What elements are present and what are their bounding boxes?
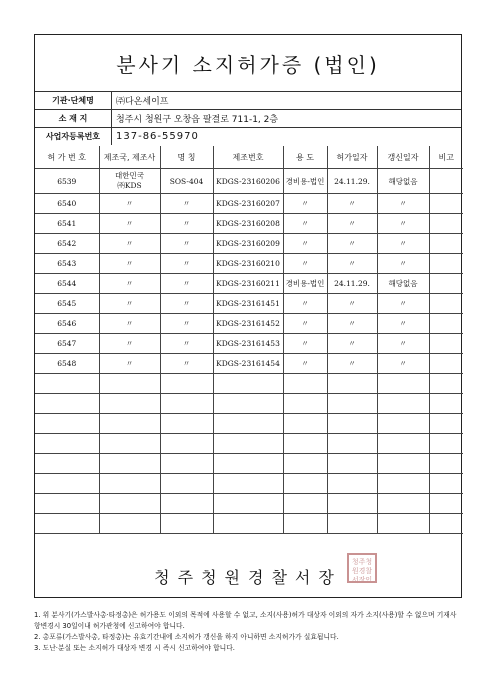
empty-cell — [283, 414, 327, 434]
device-name: 〃 — [160, 274, 213, 294]
permit-date: 〃 — [327, 194, 377, 214]
use: 경비용-법인 — [283, 169, 327, 194]
permit-date: 〃 — [327, 314, 377, 334]
empty-cell — [160, 414, 213, 434]
empty-cell — [283, 474, 327, 494]
empty-cell — [160, 454, 213, 474]
note-item: 2. 총포류(가스발사총, 타정총)는 유효기간내에 소지허가 갱신을 하지 아니하면 소지허가가 실효됩니다. — [34, 633, 339, 641]
maker-country: 대한민국 — [115, 171, 144, 180]
info-row-organization — [35, 92, 461, 110]
header-permit-date: 허가일자 — [327, 146, 377, 169]
empty-cell — [99, 474, 160, 494]
permit-number: 6543 — [35, 254, 99, 274]
empty-cell — [429, 394, 463, 414]
table-row — [35, 274, 463, 294]
maker: 〃 — [99, 214, 160, 234]
use: 〃 — [283, 314, 327, 334]
use: 경비용-법인 — [283, 274, 327, 294]
empty-cell — [35, 454, 99, 474]
permit-document — [34, 34, 462, 598]
header-renew-date: 갱신일자 — [377, 146, 429, 169]
table-body — [35, 169, 463, 534]
maker: 〃 — [99, 354, 160, 374]
serial-number: KDGS-23160210 — [213, 254, 283, 274]
permit-date: 24.11.29. — [327, 274, 377, 294]
use: 〃 — [283, 234, 327, 254]
use: 〃 — [283, 334, 327, 354]
empty-cell — [213, 434, 283, 454]
empty-cell — [327, 434, 377, 454]
empty-cell — [99, 494, 160, 514]
empty-cell — [35, 474, 99, 494]
empty-cell — [213, 494, 283, 514]
empty-cell — [160, 394, 213, 414]
permit-number: 6540 — [35, 194, 99, 214]
empty-cell — [99, 394, 160, 414]
use: 〃 — [283, 294, 327, 314]
note-item: 3. 도난·분실 또는 소지허가 대상자 변경 시 즉시 신고하여야 합니다. — [34, 644, 235, 652]
use: 〃 — [283, 194, 327, 214]
empty-cell — [99, 414, 160, 434]
permit-table — [35, 146, 463, 534]
renew-date: 해당없음 — [377, 169, 429, 194]
maker — [99, 169, 160, 194]
device-name: SOS-404 — [160, 169, 213, 194]
empty-cell — [99, 374, 160, 394]
info-row-business-number — [35, 128, 461, 146]
header-name: 명 칭 — [160, 146, 213, 169]
empty-row — [35, 434, 463, 454]
empty-cell — [99, 434, 160, 454]
permit-number: 6546 — [35, 314, 99, 334]
empty-cell — [160, 474, 213, 494]
empty-cell — [35, 494, 99, 514]
empty-cell — [35, 394, 99, 414]
empty-row — [35, 374, 463, 394]
table-row — [35, 294, 463, 314]
empty-cell — [429, 474, 463, 494]
empty-cell — [327, 494, 377, 514]
serial-number: KDGS-23160206 — [213, 169, 283, 194]
seal-text-line: 원경찰 — [351, 567, 373, 575]
renew-date: 〃 — [377, 234, 429, 254]
table-row — [35, 314, 463, 334]
empty-cell — [213, 394, 283, 414]
empty-cell — [213, 474, 283, 494]
note — [429, 294, 463, 314]
header-permit-number: 허 가 번 호 — [35, 146, 99, 169]
empty-cell — [377, 434, 429, 454]
note — [429, 234, 463, 254]
serial-number: KDGS-23160211 — [213, 274, 283, 294]
address: 청주시 청원구 오창읍 팔결로 711-1, 2층 — [112, 110, 462, 128]
renew-date: 〃 — [377, 354, 429, 374]
renew-date: 〃 — [377, 254, 429, 274]
empty-cell — [327, 374, 377, 394]
use: 〃 — [283, 354, 327, 374]
table-row — [35, 234, 463, 254]
empty-cell — [429, 414, 463, 434]
empty-cell — [160, 494, 213, 514]
permit-number: 6541 — [35, 214, 99, 234]
note-item: 1. 위 분사기(가스발사총·타정총)은 허가용도 이외의 목적에 사용할 수 없고, 소지(사용)허가 대상자 이외의 자가 소지(사용)할 수 없으며 기재사항변경시 30일이내 허가관청에 신고하여야 합니다. — [34, 611, 457, 630]
serial-number: KDGS-23160208 — [213, 214, 283, 234]
note — [429, 334, 463, 354]
table-header-row — [35, 146, 463, 169]
permit-date: 〃 — [327, 254, 377, 274]
maker: 〃 — [99, 294, 160, 314]
serial-number: KDGS-23160209 — [213, 234, 283, 254]
empty-row — [35, 514, 463, 534]
empty-cell — [283, 494, 327, 514]
info-row-address — [35, 110, 461, 128]
empty-cell — [429, 374, 463, 394]
empty-cell — [99, 454, 160, 474]
renew-date: 해당없음 — [377, 274, 429, 294]
use: 〃 — [283, 254, 327, 274]
empty-cell — [283, 454, 327, 474]
empty-row — [35, 474, 463, 494]
permit-number: 6548 — [35, 354, 99, 374]
empty-cell — [377, 414, 429, 434]
renew-date: 〃 — [377, 334, 429, 354]
renew-date: 〃 — [377, 214, 429, 234]
maker-company: ㈜KDS — [117, 181, 142, 190]
permit-date: 〃 — [327, 214, 377, 234]
table-row — [35, 254, 463, 274]
empty-cell — [35, 514, 99, 534]
organization-info — [35, 91, 461, 145]
empty-cell — [327, 414, 377, 434]
renew-date: 〃 — [377, 294, 429, 314]
note — [429, 169, 463, 194]
empty-cell — [327, 514, 377, 534]
empty-cell — [377, 514, 429, 534]
device-name: 〃 — [160, 354, 213, 374]
empty-cell — [377, 454, 429, 474]
empty-cell — [99, 514, 160, 534]
seal-text-line: 청주청 — [351, 558, 373, 566]
serial-number: KDGS-23161453 — [213, 334, 283, 354]
empty-cell — [213, 514, 283, 534]
empty-cell — [283, 514, 327, 534]
empty-row — [35, 394, 463, 414]
empty-cell — [213, 374, 283, 394]
note — [429, 274, 463, 294]
serial-number: KDGS-23161452 — [213, 314, 283, 334]
note — [429, 254, 463, 274]
empty-cell — [283, 434, 327, 454]
maker: 〃 — [99, 274, 160, 294]
renew-date: 〃 — [377, 194, 429, 214]
header-serial: 제조번호 — [213, 146, 283, 169]
note — [429, 354, 463, 374]
empty-cell — [429, 494, 463, 514]
serial-number: KDGS-23161451 — [213, 294, 283, 314]
device-name: 〃 — [160, 214, 213, 234]
note — [429, 214, 463, 234]
permit-date: 〃 — [327, 294, 377, 314]
maker: 〃 — [99, 194, 160, 214]
maker: 〃 — [99, 234, 160, 254]
permit-date: 〃 — [327, 234, 377, 254]
empty-cell — [429, 454, 463, 474]
empty-cell — [377, 474, 429, 494]
empty-cell — [377, 374, 429, 394]
empty-cell — [327, 394, 377, 414]
empty-cell — [35, 434, 99, 454]
empty-cell — [35, 414, 99, 434]
table-row — [35, 194, 463, 214]
seal-text-line: 서장인 — [351, 576, 373, 584]
device-name: 〃 — [160, 254, 213, 274]
empty-row — [35, 414, 463, 434]
empty-cell — [283, 394, 327, 414]
permit-number: 6545 — [35, 294, 99, 314]
permit-date: 〃 — [327, 334, 377, 354]
empty-cell — [35, 374, 99, 394]
empty-cell — [377, 394, 429, 414]
table-row — [35, 214, 463, 234]
use: 〃 — [283, 214, 327, 234]
permit-number: 6547 — [35, 334, 99, 354]
table-row — [35, 334, 463, 354]
permit-number: 6539 — [35, 169, 99, 194]
empty-row — [35, 494, 463, 514]
device-name: 〃 — [160, 294, 213, 314]
table-row — [35, 169, 463, 194]
empty-cell — [213, 414, 283, 434]
empty-cell — [377, 494, 429, 514]
permit-date: 24.11.29. — [327, 169, 377, 194]
device-name: 〃 — [160, 314, 213, 334]
renew-date: 〃 — [377, 314, 429, 334]
notes — [34, 610, 462, 654]
permit-number: 6542 — [35, 234, 99, 254]
maker: 〃 — [99, 254, 160, 274]
device-name: 〃 — [160, 194, 213, 214]
empty-cell — [213, 454, 283, 474]
info-label: 사업자등록번호 — [35, 128, 112, 146]
organization-name: ㈜다온세이프 — [112, 92, 462, 110]
empty-cell — [327, 474, 377, 494]
empty-cell — [160, 434, 213, 454]
permit-date: 〃 — [327, 354, 377, 374]
note — [429, 314, 463, 334]
business-number: 137-86-55970 — [112, 128, 462, 146]
header-use: 용 도 — [283, 146, 327, 169]
table-row — [35, 354, 463, 374]
issuing-station: 청주청원경찰서장 — [154, 568, 342, 587]
empty-cell — [160, 514, 213, 534]
official-seal — [347, 553, 377, 583]
serial-number: KDGS-23160207 — [213, 194, 283, 214]
empty-cell — [327, 454, 377, 474]
info-label: 기관·단체명 — [35, 92, 112, 110]
maker: 〃 — [99, 314, 160, 334]
permit-number: 6544 — [35, 274, 99, 294]
empty-row — [35, 454, 463, 474]
empty-cell — [429, 514, 463, 534]
empty-cell — [160, 374, 213, 394]
header-maker: 제조국, 제조사 — [99, 146, 160, 169]
maker: 〃 — [99, 334, 160, 354]
note — [429, 194, 463, 214]
device-name: 〃 — [160, 234, 213, 254]
serial-number: KDGS-23161454 — [213, 354, 283, 374]
info-label: 소 재 지 — [35, 110, 112, 128]
header-note: 비고 — [429, 146, 463, 169]
empty-cell — [429, 434, 463, 454]
document-title: 분사기 소지허가증 (법인) — [116, 53, 380, 77]
empty-cell — [283, 374, 327, 394]
device-name: 〃 — [160, 334, 213, 354]
